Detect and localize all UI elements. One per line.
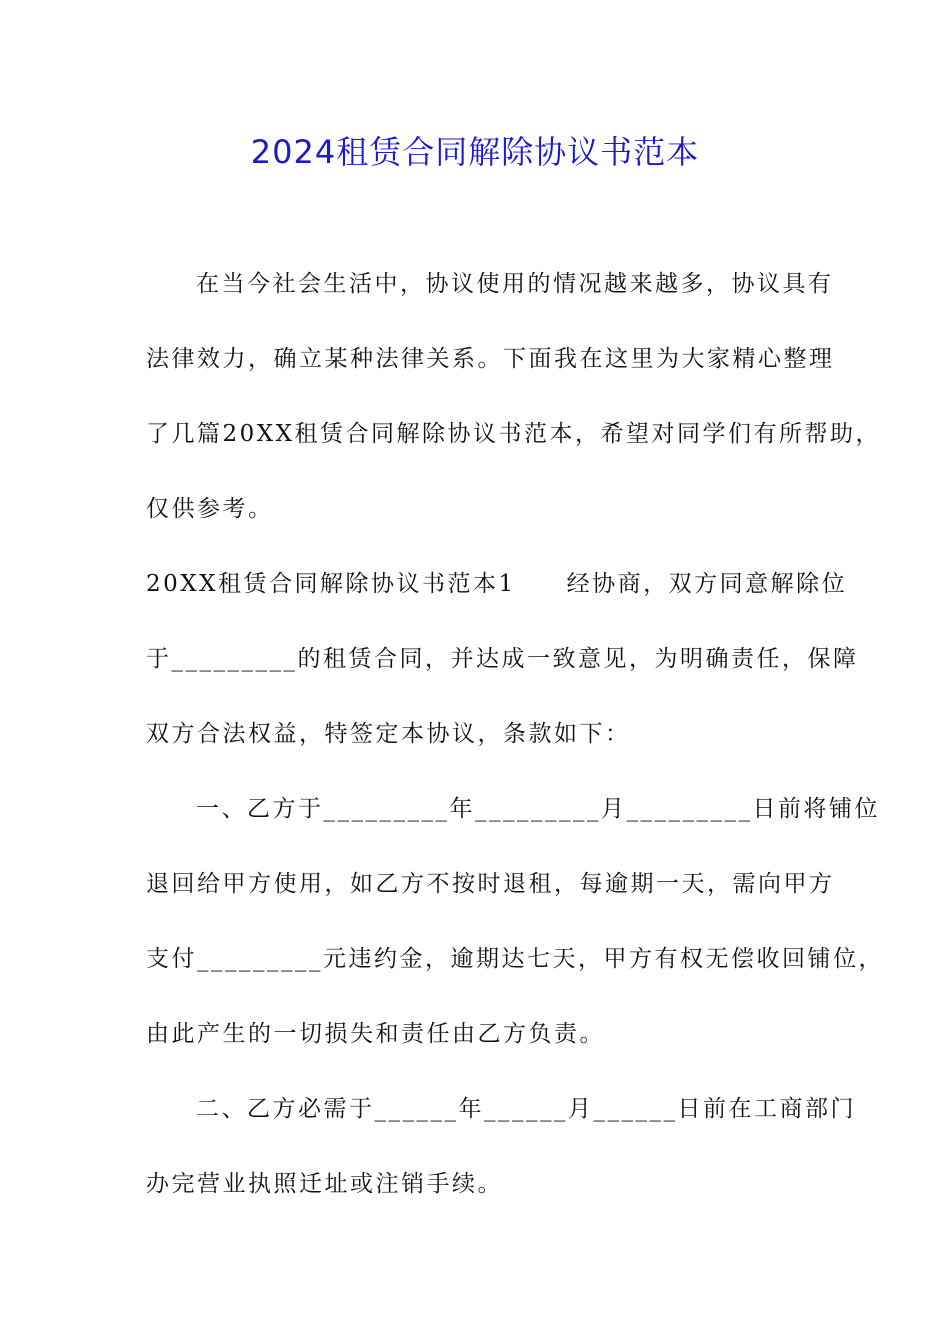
paragraph-line: 退回给甲方使用，如乙方不按时退租，每逾期一天，需向甲方 [146,871,835,897]
paragraph-line: 二、乙方必需于______年______月______日前在工商部门 [196,1096,856,1122]
paragraph-line: 法律效力，确立某种法律关系。下面我在这里为大家精心整理 [146,346,835,372]
paragraph-line: 由此产生的一切损失和责任由乙方负责。 [146,1021,605,1047]
paragraph-line: 在当今社会生活中，协议使用的情况越来越多，协议具有 [196,271,834,297]
paragraph-line: 了几篇20XX租赁合同解除协议书范本，希望对同学们有所帮助， [146,421,882,447]
paragraph-line: 支付_________元违约金，逾期达七天，甲方有权无偿收回铺位， [146,946,884,972]
document-title: 2024租赁合同解除协议书范本 [250,133,700,171]
paragraph-line: 一、乙方于_________年_________月_________日前将铺位 [196,796,880,822]
paragraph-line: 办完营业执照迁址或注销手续。 [146,1171,503,1197]
paragraph-line: 仅供参考。 [146,496,274,522]
paragraph-line: 双方合法权益，特签定本协议，条款如下： [146,721,631,747]
paragraph-line: 于_________的租赁合同，并达成一致意见，为明确责任，保障 [146,646,859,672]
paragraph-line: 20XX租赁合同解除协议书范本1 经协商，双方同意解除位 [146,571,848,597]
